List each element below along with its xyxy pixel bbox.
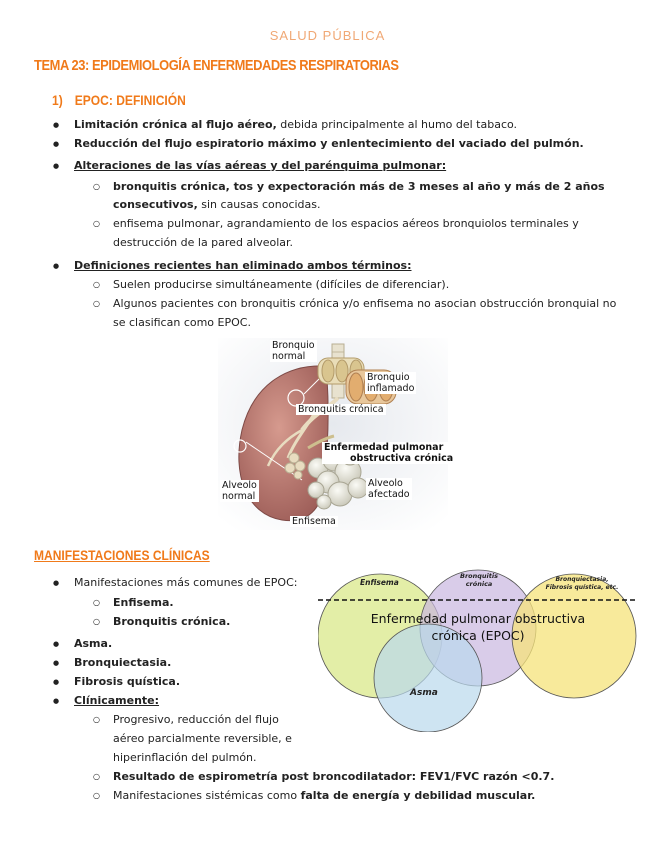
label-line: Bronquio — [272, 340, 315, 351]
page-header: SALUD PÚBLICA — [269, 28, 386, 43]
list-item — [74, 656, 171, 670]
list-item — [74, 694, 159, 708]
page-title: TEMA 23: EPIDEMIOLOGÍA ENFERMEDADES RESPIRATORIAS — [34, 57, 399, 74]
venn-label-line: Fibrosis quística, etc. — [545, 583, 619, 591]
list-item — [74, 137, 584, 151]
label-line: normal — [272, 351, 306, 362]
bold-text: Bronquitis crónica. — [113, 615, 231, 628]
bold-text: Bronquiectasia. — [74, 656, 172, 669]
section-title-text: EPOC: DEFINICIÓN — [74, 92, 186, 108]
list-item-continuation: hiperinflación del pulmón. — [113, 751, 257, 764]
list-item-continuation: aéreo parcialmente reversible, e — [113, 732, 292, 745]
section-number: 1) — [52, 92, 63, 108]
label-line: Alveolo — [222, 480, 257, 491]
list-item — [113, 596, 174, 610]
label-bronquio-normal — [270, 340, 317, 362]
list-item — [74, 118, 517, 132]
bold-text: bronquitis crónica, tos y expectoración más de 3 meses al año y más de 2 años — [113, 180, 605, 193]
venn-label-line: Bronquiectasia, — [555, 576, 609, 583]
label-alveolo-afectado — [366, 478, 412, 500]
bold-text: Resultado de espirometría post broncodilatador: FEV1/FVC razón <0.7. — [113, 770, 555, 783]
label-bronquitis-cronica: Bronquitis crónica — [298, 404, 384, 415]
venn-label-line: Bronquitis — [460, 572, 498, 580]
bold-text: Limitación crónica al flujo aéreo, — [74, 118, 277, 131]
bold-text: consecutivos, — [113, 198, 198, 211]
label-epoc — [322, 442, 455, 464]
list-item — [113, 770, 554, 784]
label-line: inflamado — [367, 383, 415, 394]
list-item — [74, 675, 180, 689]
venn-label-asma: Asma — [410, 688, 438, 698]
label-line: afectado — [368, 489, 410, 500]
label-line: Bronquio — [367, 372, 410, 383]
text: sin causas conocidas. — [197, 198, 321, 211]
list-item: ○ Progresivo, reducción del flujo — [113, 713, 279, 727]
epoc-illustration — [218, 338, 454, 530]
list-item — [74, 259, 412, 273]
epoc-venn-diagram — [318, 566, 638, 732]
list-item-continuation — [113, 198, 321, 212]
label-line: Alveolo — [368, 478, 403, 489]
venn-label-bronquiectasia — [544, 576, 620, 591]
underlined-text: Definiciones recientes han eliminado ambos términos: — [74, 259, 412, 272]
underlined-text: Alteraciones de las vías aéreas y del parénquima pulmonar: — [74, 159, 447, 172]
list-item — [113, 180, 605, 194]
underlined-text: Clínicamente: — [74, 694, 160, 707]
bold-text: Fibrosis quística. — [74, 675, 181, 688]
venn-label-line: Enfermedad pulmonar obstructiva — [370, 611, 586, 626]
list-item: ○ enfisema pulmonar, agrandamiento de los espacios aéreos bronquiolos terminales y — [113, 217, 579, 231]
bold-text: Enfisema. — [113, 596, 174, 609]
venn-label-epoc — [368, 610, 588, 644]
venn-label-bronquitis — [456, 572, 502, 588]
list-item-continuation: destrucción de la pared alveolar. — [113, 236, 294, 249]
label-line: Enfermedad pulmonar — [324, 442, 444, 453]
list-item: ○ Suelen producirse simultáneamente (difíciles de diferenciar). — [113, 278, 449, 292]
section-title-epoc — [52, 92, 186, 108]
label-enfisema: Enfisema — [292, 516, 336, 527]
list-item-continuation: se clasifican como EPOC. — [113, 316, 251, 329]
text: debida principalmente al humo del tabaco. — [276, 118, 518, 131]
section-title-manifestaciones: MANIFESTACIONES CLÍNICAS — [34, 547, 210, 563]
label-alveolo-normal — [220, 480, 259, 502]
text: Manifestaciones sistémicas como — [113, 789, 301, 802]
label-line: obstructiva crónica — [350, 453, 454, 464]
label-line: normal — [222, 491, 256, 502]
bold-text: Reducción del flujo espiratorio máximo y enlentecimiento del vaciado del pulmón. — [74, 137, 584, 150]
bold-text: falta de energía y debilidad muscular. — [300, 789, 536, 802]
list-item: ● Manifestaciones más comunes de EPOC: — [74, 576, 297, 590]
venn-label-enfisema: Enfisema — [360, 578, 399, 587]
venn-label-line: crónica — [465, 580, 493, 588]
list-item — [74, 159, 446, 173]
venn-label-line: crónica (EPOC) — [431, 628, 525, 643]
list-item — [113, 615, 230, 629]
list-item — [74, 637, 112, 651]
list-item: ○ Algunos pacientes con bronquitis crónica y/o enfisema no asocian obstrucción bronquial no — [113, 297, 616, 311]
list-item — [113, 789, 535, 803]
label-bronquio-inflamado — [365, 372, 416, 394]
bold-text: Asma. — [74, 637, 113, 650]
